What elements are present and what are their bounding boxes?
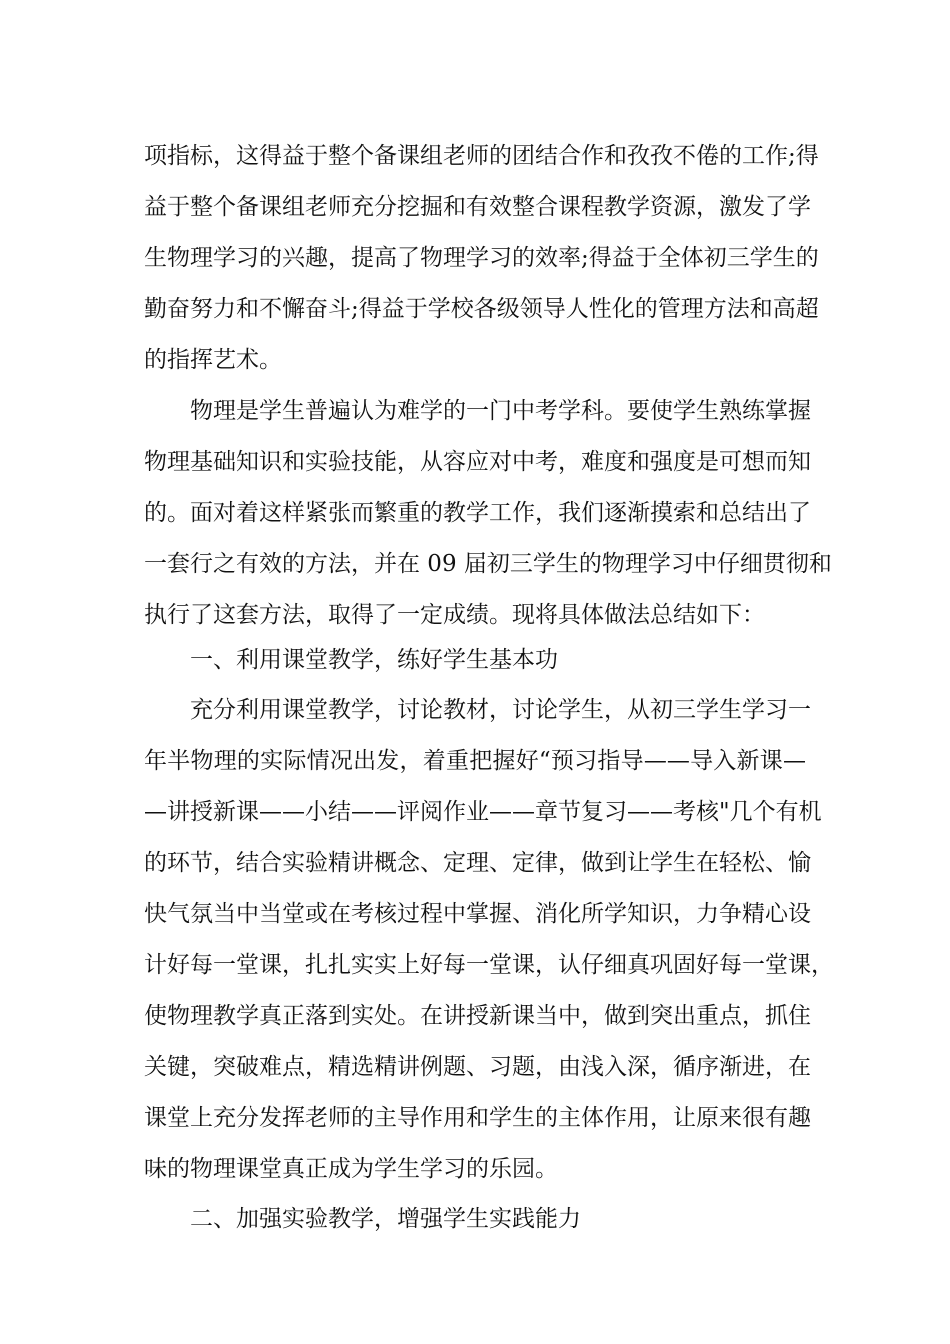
text-line: 物理是学生普遍认为难学的一门中考学科。要使学生熟练掌握 <box>190 398 811 424</box>
text-line: 充分利用课堂教学，讨论教材，讨论学生，从初三学生学习一 <box>190 697 811 723</box>
text-line: 使物理教学真正落到实处。在讲授新课当中，做到突出重点，抓住 <box>144 1003 811 1029</box>
text-line: 关键，突破难点，精选精讲例题、习题，由浅入深，循序渐进，在 <box>144 1054 811 1080</box>
text-line: 物理基础知识和实验技能，从容应对中考，难度和强度是可想而知 <box>144 449 811 475</box>
text-line: 执行了这套方法，取得了一定成绩。现将具体做法总结如下： <box>144 602 765 628</box>
text-line: 项指标，这得益于整个备课组老师的团结合作和孜孜不倦的工作;得 <box>144 143 819 169</box>
text-line: 年半物理的实际情况出发，着重把握好“预习指导——导入新课— <box>144 748 806 774</box>
text-line: 勤奋努力和不懈奋斗;得益于学校各级领导人性化的管理方法和高超 <box>144 296 819 322</box>
text-line: 的环节，结合实验精讲概念、定理、定律，做到让学生在轻松、愉 <box>144 850 811 876</box>
text-line: —讲授新课——小结——评阅作业——章节复习——考核"几个有机 <box>144 799 822 825</box>
text-line: 味的物理课堂真正成为学生学习的乐园。 <box>144 1156 558 1182</box>
text-line: 课堂上充分发挥老师的主导作用和学生的主体作用，让原来很有趣 <box>144 1105 811 1131</box>
text-line: 快气氛当中当堂或在考核过程中掌握、消化所学知识，力争精心设 <box>144 901 811 927</box>
text-line: 的指挥艺术。 <box>144 347 282 373</box>
section-heading: 二、加强实验教学，增强学生实践能力 <box>190 1206 581 1232</box>
text-line: 益于整个备课组老师充分挖掘和有效整合课程教学资源，激发了学 <box>144 194 811 220</box>
section-heading: 一、利用课堂教学，练好学生基本功 <box>190 647 558 673</box>
text-line: 计好每一堂课，扎扎实实上好每一堂课，认仔细真巩固好每一堂课， <box>144 952 834 978</box>
text-line: 生物理学习的兴趣，提高了物理学习的效率;得益于全体初三学生的 <box>144 245 819 271</box>
text-line: 一套行之有效的方法，并在 09 届初三学生的物理学习中仔细贯彻和 <box>144 551 832 577</box>
text-line: 的。面对着这样紧张而繁重的教学工作，我们逐渐摸索和总结出了 <box>144 500 811 526</box>
